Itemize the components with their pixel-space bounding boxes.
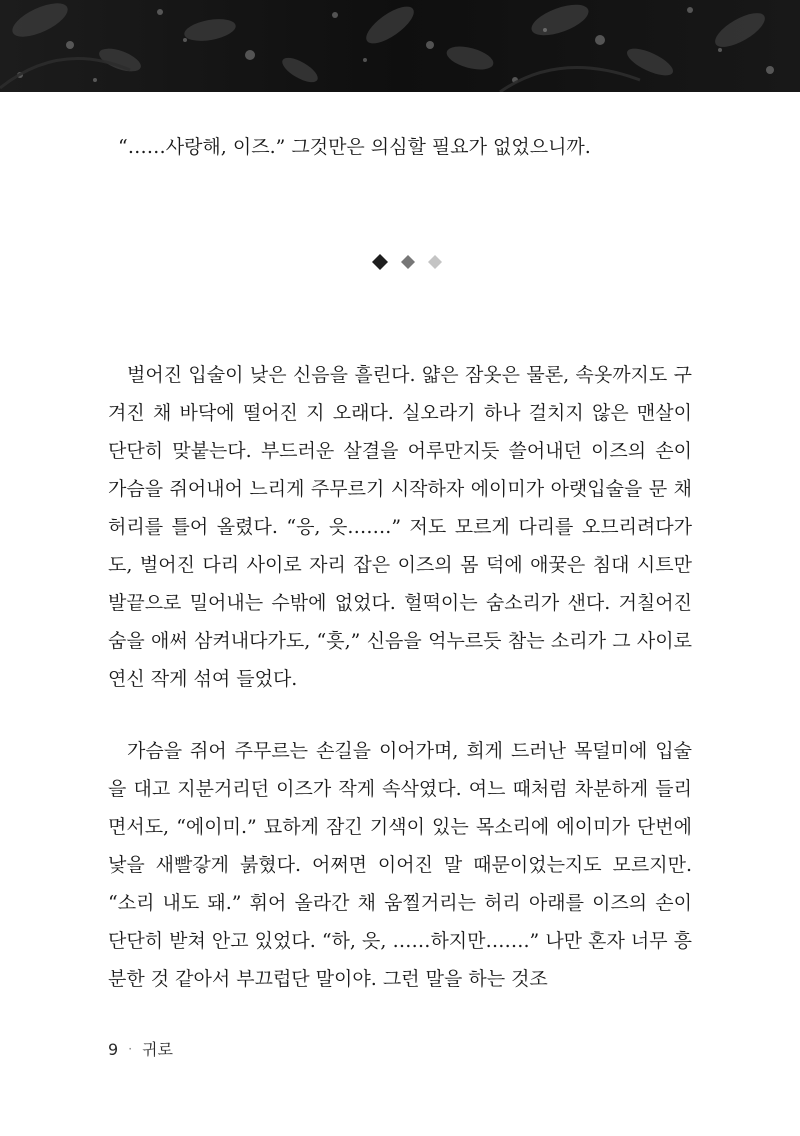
diamond-dark-icon bbox=[372, 254, 388, 270]
header-foliage-image bbox=[0, 0, 800, 92]
foliage-photo bbox=[0, 0, 800, 92]
paragraph-text: 벌어진 입술이 낮은 신음을 흘린다. 얇은 잠옷은 물론, 속옷까지도 구겨진 채 바닥에 떨어진 지 오래다. 실오라기 하나 걸치지 않은 맨살이 단단히 맞붙는다. 부드러운 살결을 어루만지듯 쓸어내던 이즈의 손이 가슴을 쥐어내어 느리게 주무르기 시작하자 에이미가 아랫입술을 문 채 허리를 틀어 올렸다. “응, 읏…….” 저도 모르게 다리를 오므리려다가도, 벌어진 다리 사이로 자리 잡은 이즈의 몸 덕에 애꿎은 침대 시트만 발끝으로 밀어내는 수밖에 없었다. 헐떡이는 숨소리가 샌다. 거칠어진 숨을 애써 삼켜내다가도, “흣,” 신음을 억누르듯 참는 소리가 그 사이로 연신 작게 섞여 들었다. bbox=[108, 364, 692, 690]
body-paragraph-2 bbox=[108, 732, 692, 998]
book-title: 귀로 bbox=[142, 1040, 173, 1059]
section-divider bbox=[370, 252, 450, 272]
diamond-light-icon bbox=[428, 255, 442, 269]
diamond-divider-icon bbox=[370, 252, 450, 272]
page-number: 9 bbox=[108, 1040, 119, 1059]
diamond-mid-icon bbox=[401, 255, 415, 269]
body-paragraph-1 bbox=[108, 356, 692, 698]
opening-dialogue-line: “……사랑해, 이즈.” 그것만은 의심할 필요가 없었으니까. bbox=[118, 136, 591, 158]
paragraph-text: 가슴을 쥐어 주무르는 손길을 이어가며, 희게 드러난 목덜미에 입술을 대고 지분거리던 이즈가 작게 속삭였다. 여느 때처럼 차분하게 들리면서도, “에이미.” 묘하게 잠긴 기색이 있는 목소리에 에이미가 단번에 낯을 새빨갛게 붉혔다. 어쩌면 이어진 말 때문이었는지도 모르지만. “소리 내도 돼.” 휘어 올라간 채 움찔거리는 허리 아래를 이즈의 손이 단단히 받쳐 안고 있었다. “하, 읏, ……하지만…….” 나만 혼자 너무 흥분한 것 같아서 부끄럽단 말이야. 그런 말을 하는 것조 bbox=[108, 740, 692, 990]
footer-separator: · bbox=[128, 1042, 133, 1056]
page-footer bbox=[108, 1037, 173, 1060]
